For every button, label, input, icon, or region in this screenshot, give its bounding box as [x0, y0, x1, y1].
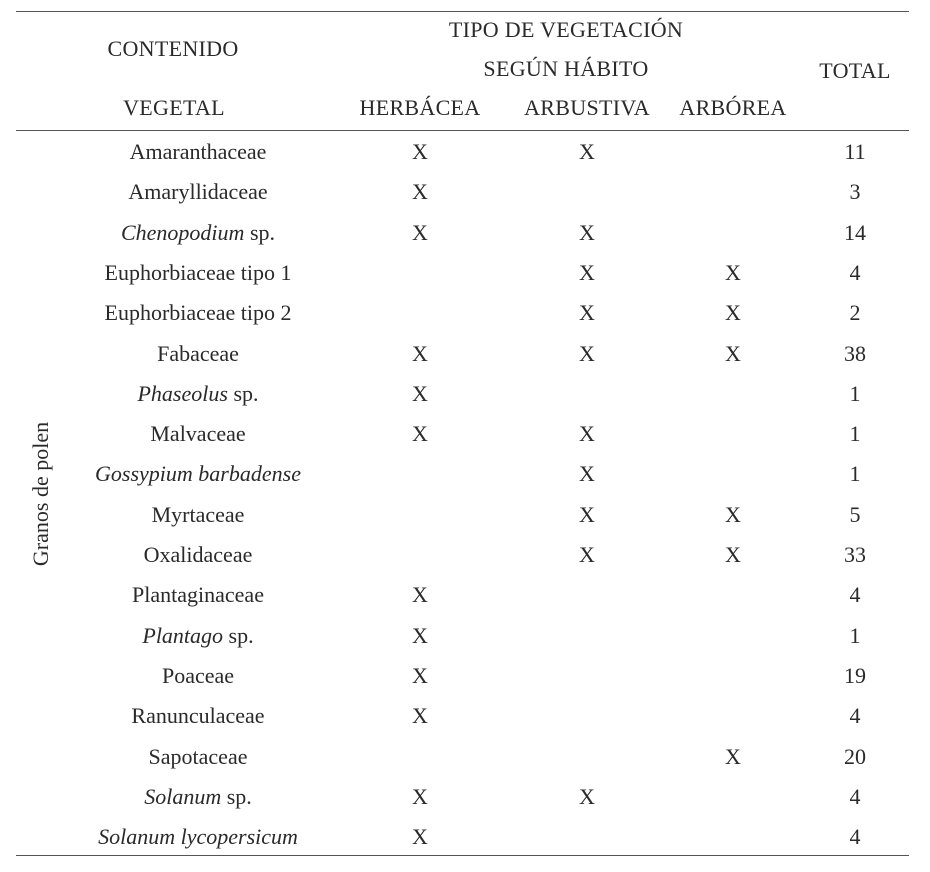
- total-cell: 1: [849, 421, 861, 446]
- mark-arbustiva: X: [579, 220, 595, 245]
- header-herbacea: HERBÁCEA: [359, 95, 481, 120]
- total-cell: 20: [844, 744, 866, 769]
- header-segun-habito: SEGÚN HÁBITO: [483, 56, 649, 81]
- taxon-name: [157, 342, 239, 366]
- top-rule: [16, 11, 909, 12]
- mark-arbustiva: X: [579, 421, 595, 446]
- taxon-family: Fabaceae: [157, 341, 239, 366]
- mark-herbacea: X: [412, 824, 428, 849]
- taxon-name: [142, 624, 253, 648]
- taxon-name: [131, 704, 264, 728]
- taxon-suffix: sp.: [227, 381, 259, 406]
- header-total: TOTAL: [819, 58, 891, 83]
- mark-arbustiva: X: [579, 784, 595, 809]
- total-cell: 1: [849, 461, 861, 486]
- taxon-family: Malvaceae: [150, 421, 246, 446]
- mark-herbacea: X: [412, 663, 428, 688]
- taxon-suffix: sp.: [223, 623, 254, 648]
- mark-arbustiva: X: [579, 542, 595, 567]
- mark-arborea: X: [725, 341, 741, 366]
- taxon-name: [132, 583, 264, 607]
- mark-herbacea: X: [412, 381, 428, 406]
- taxon-genus: Chenopodium: [120, 220, 245, 245]
- total-cell: 4: [849, 582, 861, 607]
- mark-herbacea: X: [412, 421, 428, 446]
- taxon-name: [98, 825, 298, 849]
- taxon-name: [128, 180, 267, 204]
- taxon-suffix: sp.: [244, 220, 276, 245]
- total-cell: 4: [849, 824, 861, 849]
- taxon-family: Myrtaceae: [151, 502, 245, 527]
- mark-arbustiva: X: [579, 139, 595, 164]
- header-arbustiva: ARBUSTIVA: [524, 95, 650, 120]
- mark-arbustiva: X: [579, 502, 595, 527]
- mark-herbacea: X: [412, 784, 428, 809]
- taxon-name: [150, 422, 245, 446]
- mark-arborea: X: [725, 542, 741, 567]
- taxon-family: Euphorbiaceae tipo 2: [104, 300, 292, 325]
- mark-arbustiva: X: [579, 300, 595, 325]
- taxon-family: Oxalidaceae: [143, 542, 253, 567]
- taxon-name: [137, 382, 258, 406]
- taxon-genus: Solanum: [144, 784, 222, 809]
- taxon-name: [95, 462, 301, 486]
- taxon-name: [162, 664, 234, 688]
- taxon-name: [105, 301, 292, 325]
- header-vegetal: VEGETAL: [123, 95, 225, 120]
- taxon-name: [121, 221, 275, 245]
- taxon-genus: Plantago: [142, 623, 224, 648]
- mark-herbacea: X: [412, 179, 428, 204]
- taxon-name: [152, 503, 245, 527]
- total-cell: 3: [849, 179, 861, 204]
- total-cell: 4: [849, 260, 861, 285]
- total-cell: 11: [844, 139, 866, 164]
- header-arborea: ARBÓREA: [679, 95, 787, 120]
- taxon-genus: Solanum lycopersicum: [98, 824, 298, 849]
- bottom-rule: [16, 855, 909, 856]
- mark-herbacea: X: [412, 139, 428, 164]
- taxon-name: [144, 543, 253, 567]
- side-label-granos-de-polen: Granos de polen: [28, 421, 53, 567]
- taxon-family: Amaranthaceae: [129, 139, 267, 164]
- header-contenido: CONTENIDO: [107, 36, 239, 61]
- mark-arbustiva: X: [579, 341, 595, 366]
- taxon-family: Plantaginaceae: [132, 582, 264, 607]
- taxon-name: [144, 785, 252, 809]
- mark-arborea: X: [725, 744, 741, 769]
- total-cell: 4: [849, 703, 861, 728]
- mark-arborea: X: [725, 260, 741, 285]
- mark-herbacea: X: [412, 582, 428, 607]
- mark-arbustiva: X: [579, 260, 595, 285]
- mark-arbustiva: X: [579, 461, 595, 486]
- mark-herbacea: X: [412, 220, 428, 245]
- taxon-name: [149, 745, 248, 769]
- total-cell: 19: [844, 663, 866, 688]
- header-rule: [16, 130, 909, 131]
- total-cell: 33: [844, 542, 866, 567]
- total-cell: 5: [849, 502, 861, 527]
- taxon-suffix: sp.: [221, 784, 252, 809]
- taxon-genus: Phaseolus: [137, 381, 228, 406]
- total-cell: 38: [844, 341, 866, 366]
- taxon-name: [105, 261, 292, 285]
- mark-arborea: X: [725, 300, 741, 325]
- taxon-family: Ranunculaceae: [131, 703, 265, 728]
- mark-herbacea: X: [412, 341, 428, 366]
- total-cell: 4: [849, 784, 861, 809]
- taxon-family: Amaryllidaceae: [128, 179, 268, 204]
- mark-herbacea: X: [412, 703, 428, 728]
- taxon-family: Poaceae: [161, 663, 235, 688]
- mark-herbacea: X: [412, 623, 428, 648]
- mark-arborea: X: [725, 502, 741, 527]
- total-cell: 1: [849, 623, 861, 648]
- taxon-genus: Gossypium barbadense: [95, 461, 301, 486]
- total-cell: 1: [849, 381, 861, 406]
- total-cell: 14: [844, 220, 866, 245]
- header-tipo-vegetacion: TIPO DE VEGETACIÓN: [448, 17, 684, 42]
- taxon-name: [130, 140, 267, 164]
- taxon-family: Euphorbiaceae tipo 1: [104, 260, 292, 285]
- taxon-family: Sapotaceae: [148, 744, 248, 769]
- total-cell: 2: [849, 300, 861, 325]
